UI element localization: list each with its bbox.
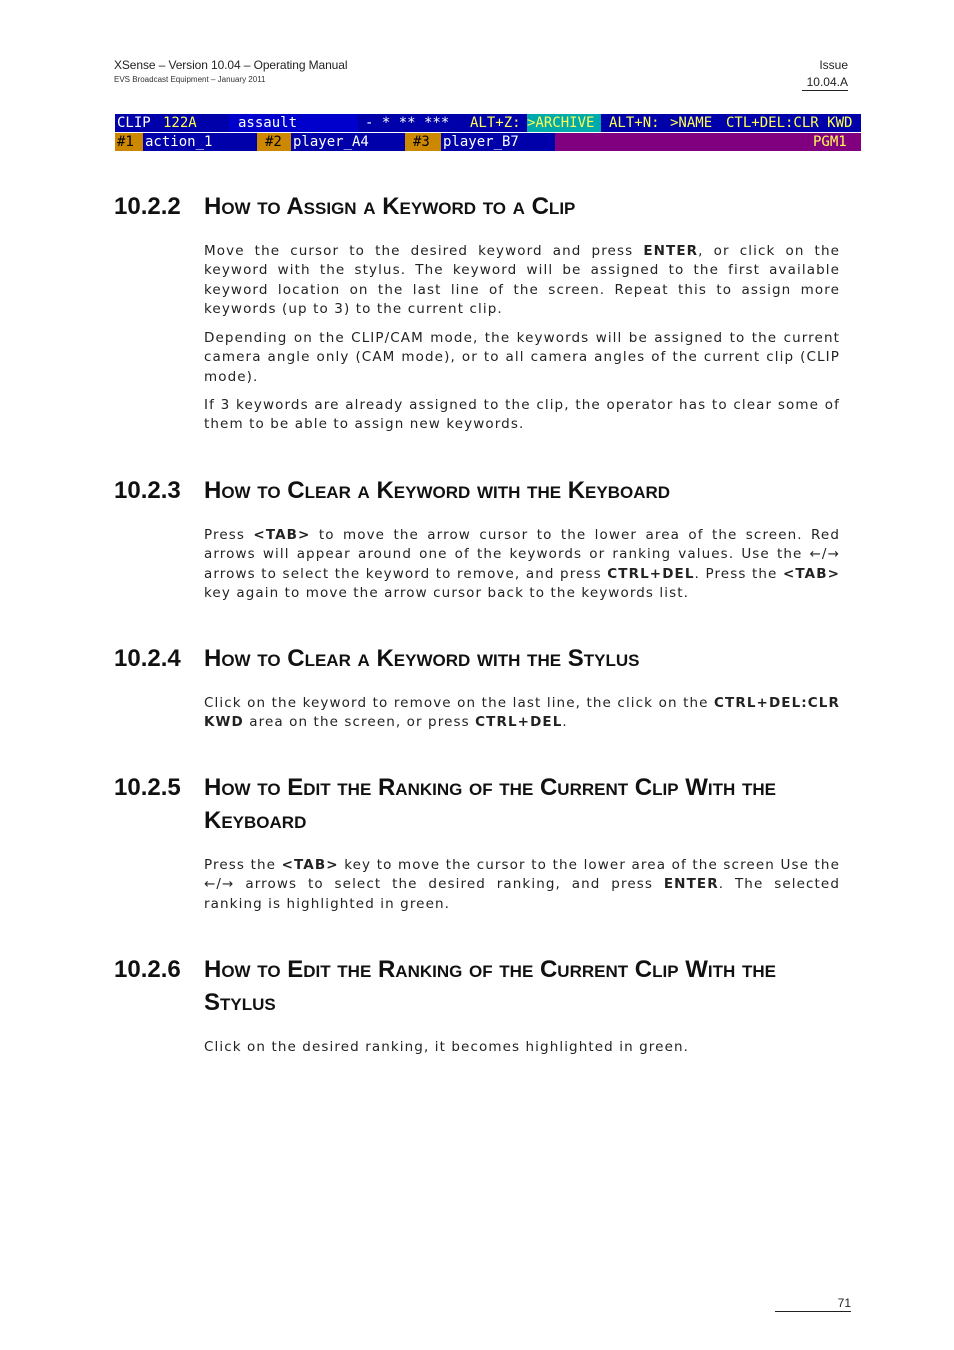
keyword-slot-1-tag: #1 xyxy=(115,133,143,151)
clip-name: assault xyxy=(229,114,358,132)
bold-term: <TAB> xyxy=(281,857,339,873)
bold-term: CTRL+DEL:CLR KWD xyxy=(204,695,840,731)
section-number: 10.2.6 xyxy=(114,956,181,983)
manual-subtitle: EVS Broadcast Equipment – January 2011 xyxy=(114,75,266,84)
paragraph xyxy=(204,396,840,435)
bold-term: CTRL+DEL xyxy=(607,565,695,582)
section-number: 10.2.4 xyxy=(114,645,181,672)
text-run: Depending on the CLIP/CAM mode, the keywords will be assigned to the current camera angle only (CAM mode), or to all camera angles of the current clip (CLIP mode). xyxy=(204,330,840,385)
text-run: to move the arrow cursor to the lower area of the screen. Red arrows will appear around one of the keywords or ranking values. Use the ←/→ arrows to select the keyword to remove, and press xyxy=(204,527,840,582)
pgm-indicator: PGM1 xyxy=(813,134,847,150)
bold-term: ENTER xyxy=(663,876,719,893)
text-run: , or click on the keyword with the stylus. The keyword will be assigned to the first available keyword location on the last line of the screen. Repeat this to assign more keywords (up to 3) to the current clip. xyxy=(204,243,841,317)
bold-term: CTRL+DEL xyxy=(475,714,563,731)
keyword-slot-2: player_A4 xyxy=(291,133,405,151)
section-title: How to Clear a Keyword with the Keyboard xyxy=(204,477,671,504)
paragraph xyxy=(204,329,840,387)
page-number: 71 xyxy=(775,1296,851,1312)
bold-term: <TAB> xyxy=(253,527,311,543)
section-title: How to Clear a Keyword with the Stylus xyxy=(204,645,640,672)
text-run: . Press the xyxy=(694,565,783,582)
paragraph xyxy=(204,694,840,733)
ranking-values: - * ** *** xyxy=(365,115,450,131)
clip-info-bar xyxy=(115,114,861,132)
clip-label: CLIP xyxy=(117,115,151,131)
page-header-right xyxy=(802,58,848,91)
text-run: key to move the cursor to the lower area of the screen Use the ←/→ arrows to select the desired ranking, and press xyxy=(204,857,840,893)
manual-title: XSense – Version 10.04 – Operating Manual xyxy=(114,58,348,72)
issue-label: Issue xyxy=(819,58,848,72)
text-run: . The selected ranking is highlighted in green. xyxy=(204,876,841,912)
section-number: 10.2.5 xyxy=(114,774,181,801)
text-run: . xyxy=(562,714,568,731)
archive-key: >ARCHIVE xyxy=(527,114,601,132)
paragraph xyxy=(204,242,840,319)
section-title: How to Assign a Keyword to a Clip xyxy=(204,193,576,220)
keyword-slot-2-tag: #2 xyxy=(257,133,299,151)
text-run: If 3 keywords are already assigned to the clip, the operator has to clear some of them to be able to assign new keywords. xyxy=(204,397,840,433)
text-run: area on the screen, or press xyxy=(243,714,476,731)
text-run: key again to move the arrow cursor back to the keywords list. xyxy=(204,584,690,601)
keyword-slot-3-tag: #3 xyxy=(405,133,447,151)
keyword-slot-3: player_B7 xyxy=(441,133,555,151)
bold-term: <TAB> xyxy=(782,565,840,582)
paragraph xyxy=(204,526,840,603)
section-number: 10.2.2 xyxy=(114,193,181,220)
paragraph xyxy=(204,1038,840,1057)
section-number: 10.2.3 xyxy=(114,477,181,504)
clip-id: 122A xyxy=(163,115,197,131)
clear-keyword-key: CTL+DEL:CLR KWD xyxy=(726,115,853,131)
text-run: Click on the keyword to remove on the last line, the click on the xyxy=(204,695,715,711)
text-run: Click on the desired ranking, it becomes highlighted in green. xyxy=(204,1039,690,1055)
text-run: Press xyxy=(204,527,254,543)
alt-z-shortcut: ALT+Z: xyxy=(470,115,521,131)
keyword-screen-screenshot xyxy=(115,114,861,151)
text-run: Press the xyxy=(204,857,282,873)
section-title: How to Edit the Ranking of the Current Clip With the Stylus xyxy=(204,956,776,1016)
paragraph xyxy=(204,856,840,914)
bold-term: ENTER xyxy=(643,243,699,259)
issue-value: 10.04.A xyxy=(802,75,848,91)
assigned-keywords-bar xyxy=(115,133,861,151)
alt-n-shortcut: ALT+N: xyxy=(609,115,660,131)
name-key: >NAME xyxy=(670,115,713,131)
section-title: How to Edit the Ranking of the Current Clip With the Keyboard xyxy=(204,774,776,834)
page-header-left xyxy=(114,58,347,84)
keyword-slot-1: action_1 xyxy=(143,133,257,151)
text-run: Move the cursor to the desired keyword and press xyxy=(204,243,644,259)
